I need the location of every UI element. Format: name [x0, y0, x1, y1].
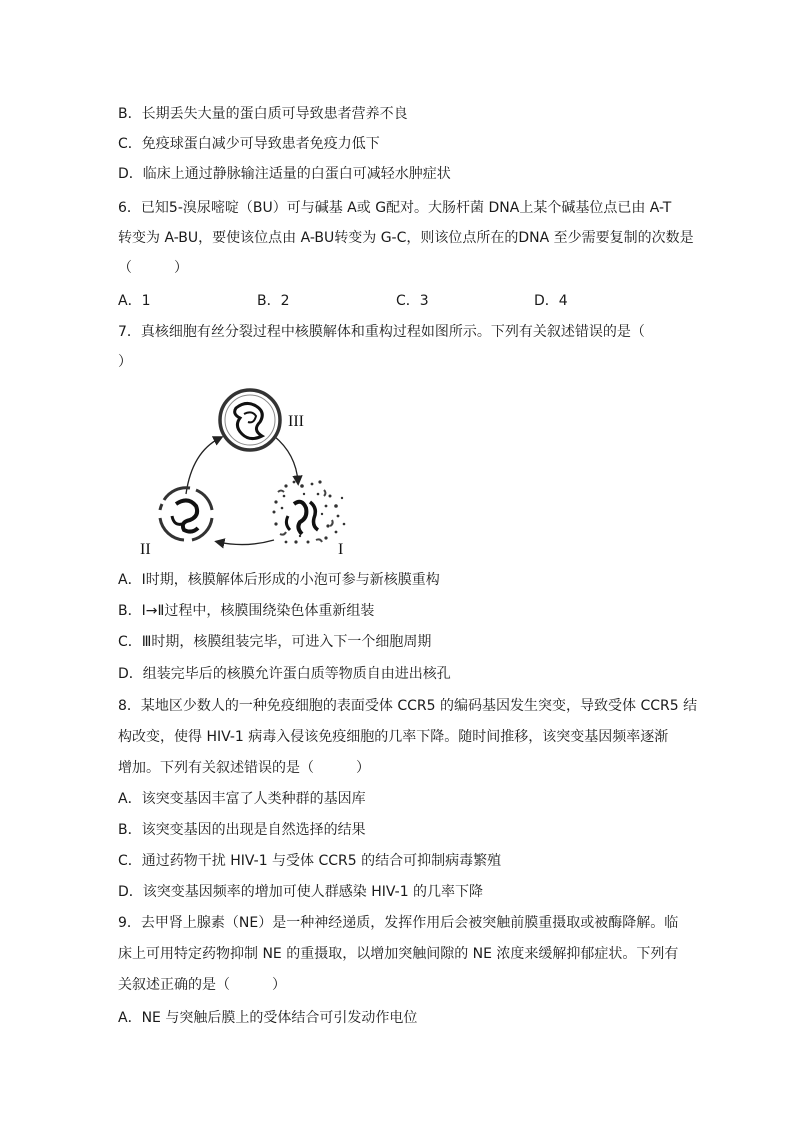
- arrow-iii-to-i: [274, 436, 298, 482]
- q9-stem-line3: 关叙述正确的是（ ）: [118, 977, 286, 993]
- stage-iii-nucleus: [220, 390, 280, 450]
- label-stage-iii: III: [288, 413, 304, 430]
- q5-option-d: D．临床上通过静脉输注适量的白蛋白可减轻水肿症状: [118, 166, 451, 182]
- q8-option-a: A．该突变基因丰富了人类种群的基因库: [118, 791, 366, 807]
- q7-stem-line1: 7．真核细胞有丝分裂过程中核膜解体和重构过程如图所示。下列有关叙述错误的是（: [118, 324, 645, 340]
- q7-option-a: A．Ⅰ时期，核膜解体后形成的小泡可参与新核膜重构: [118, 572, 440, 588]
- q7-option-d: D．组装完毕后的核膜允许蛋白质等物质自由进出核孔: [118, 666, 451, 682]
- q8-stem-line1: 8．某地区少数人的一种免疫细胞的表面受体 CCR5 的编码基因发生突变，导致受体 CCR5 结: [118, 698, 698, 714]
- q8-stem-line2: 构改变，使得 HIV-1 病毒入侵该免疫细胞的几率下降。随时间推移，该突变基因频率逐渐: [118, 729, 669, 745]
- q8-stem-line3: 增加。下列有关叙述错误的是（ ）: [118, 760, 370, 776]
- q9-option-a: A．NE 与突触后膜上的受体结合可引发动作电位: [118, 1010, 418, 1026]
- q7-option-b: B．Ⅰ→Ⅱ过程中，核膜围绕染色体重新组装: [118, 603, 375, 619]
- label-stage-i: I: [338, 541, 344, 558]
- q7-option-c: C．Ⅲ时期，核膜组装完毕，可进入下一个细胞周期: [118, 634, 432, 650]
- q6-stem-line2: 转变为 A-BU，要使该位点由 A-BU转变为 G-C，则该位点所在的DNA 至少需要复制的次数是: [118, 230, 694, 246]
- q5-option-c: C．免疫球蛋白减少可导致患者免疫力低下: [118, 136, 380, 152]
- stage-i-disassembled: [273, 480, 346, 543]
- arrow-i-to-ii: [218, 540, 274, 545]
- q6-stem-line3: （ ）: [118, 260, 188, 276]
- q6-option-a: A．1: [118, 293, 151, 309]
- q6-option-d: D．4: [534, 293, 568, 309]
- q8-option-c: C．通过药物干扰 HIV-1 与受体 CCR5 的结合可抑制病毒繁殖: [118, 853, 502, 869]
- q6-stem-line1: 6．已知5-溴尿嘧啶（BU）可与碱基 A或 G配对。大肠杆菌 DNA上某个碱基位点已由 A-T: [118, 200, 672, 216]
- label-stage-ii: II: [140, 541, 151, 558]
- q8-option-d: D．该突变基因频率的增加可使人群感染 HIV-1 的几率下降: [118, 884, 484, 900]
- q6-option-b: B．2: [257, 293, 290, 309]
- q9-stem-line1: 9．去甲肾上腺素（NE）是一种神经递质，发挥作用后会被突触前膜重摄取或被酶降解。临: [118, 915, 679, 931]
- q6-option-c: C．3: [396, 293, 429, 309]
- nuclear-envelope-cycle-figure: [138, 382, 368, 558]
- q5-option-b: B．长期丢失大量的蛋白质可导致患者营养不良: [118, 106, 408, 122]
- q7-stem-line2: ）: [118, 354, 132, 370]
- q9-stem-line2: 床上可用特定药物抑制 NE 的重摄取，以增加突触间隙的 NE 浓度来缓解抑郁症状。下列有: [118, 946, 679, 962]
- stage-ii-nucleus: [160, 488, 212, 540]
- q8-option-b: B．该突变基因的出现是自然选择的结果: [118, 822, 366, 838]
- arrow-ii-to-iii: [186, 438, 220, 494]
